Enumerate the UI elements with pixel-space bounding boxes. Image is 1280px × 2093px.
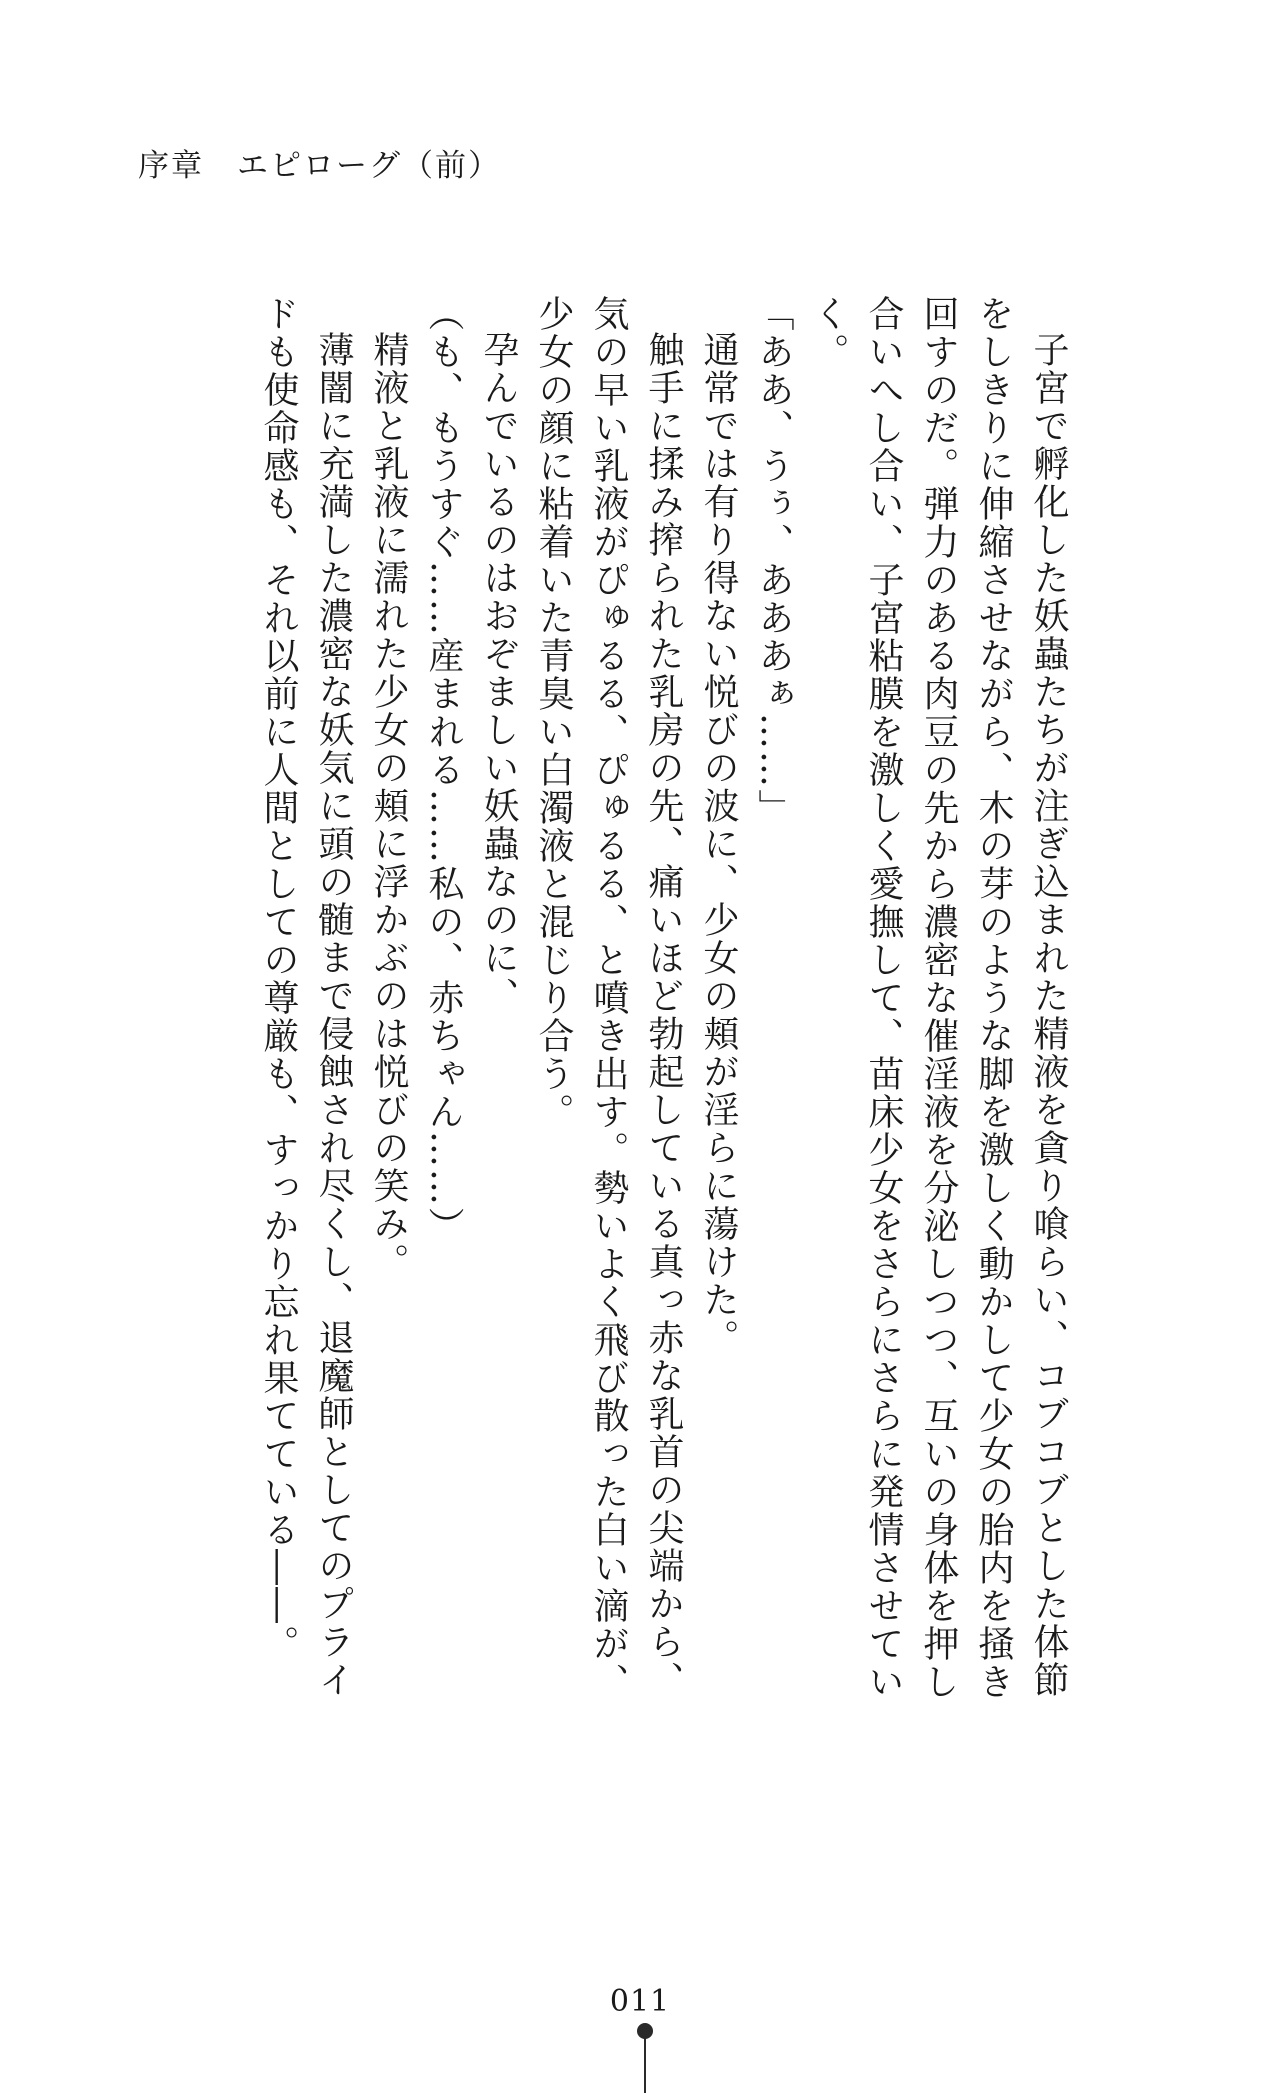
thumb-index-line bbox=[644, 2036, 646, 2093]
running-head: 序章 エピローグ（前） bbox=[138, 148, 501, 184]
paragraph-4: 孕んでいるのはおぞましい妖蟲なのに、 bbox=[478, 331, 519, 1015]
paragraph-6: 薄闇に充満した濃密な妖気に頭の髄まで侵蝕され尽くし、退魔師としてのプライドも使命感も、それ以前に人間としての尊厳も、すっかり忘れ果てている――。 bbox=[258, 295, 354, 1699]
inner-thought-1: （も、もうすぐ……産まれる……私の、赤ちゃん……） bbox=[423, 295, 464, 1245]
body-text bbox=[258, 295, 1076, 1735]
page-number: 011 bbox=[609, 1984, 671, 2019]
dialogue-1: 「ああ、うぅ、あああぁ……」 bbox=[753, 295, 794, 827]
paragraph-5: 精液と乳液に濡れた少女の頬に浮かぶのは悦びの笑み。 bbox=[368, 331, 409, 1281]
paragraph-3: 触手に揉み搾られた乳房の先、痛いほど勃起している真っ赤な乳首の尖端から、気の早い乳液がぴゅるる、ぴゅるる、と噴き出す。勢いよく飛び散った白い滴が、少女の顔に粘着いた青臭い白濁液と混じり合う。 bbox=[533, 295, 684, 1701]
paragraph-2: 通常では有り得ない悦びの波に、少女の頬が淫らに蕩けた。 bbox=[698, 331, 739, 1357]
paragraph-1: 子宮で孵化した妖蟲たちが注ぎ込まれた精液を貪り喰らい、コブコブとした体節をしきりに伸縮させながら、木の芽のような脚を激しく動かして少女の胎内を掻き回すのだ。弾力のある肉豆の先から濃密な催淫液を分泌しつつ、互いの身体を押し合いへし合い、子宮粘膜を激しく愛撫して、苗床少女をさらにさらに発情させていく。 bbox=[808, 295, 1069, 1701]
